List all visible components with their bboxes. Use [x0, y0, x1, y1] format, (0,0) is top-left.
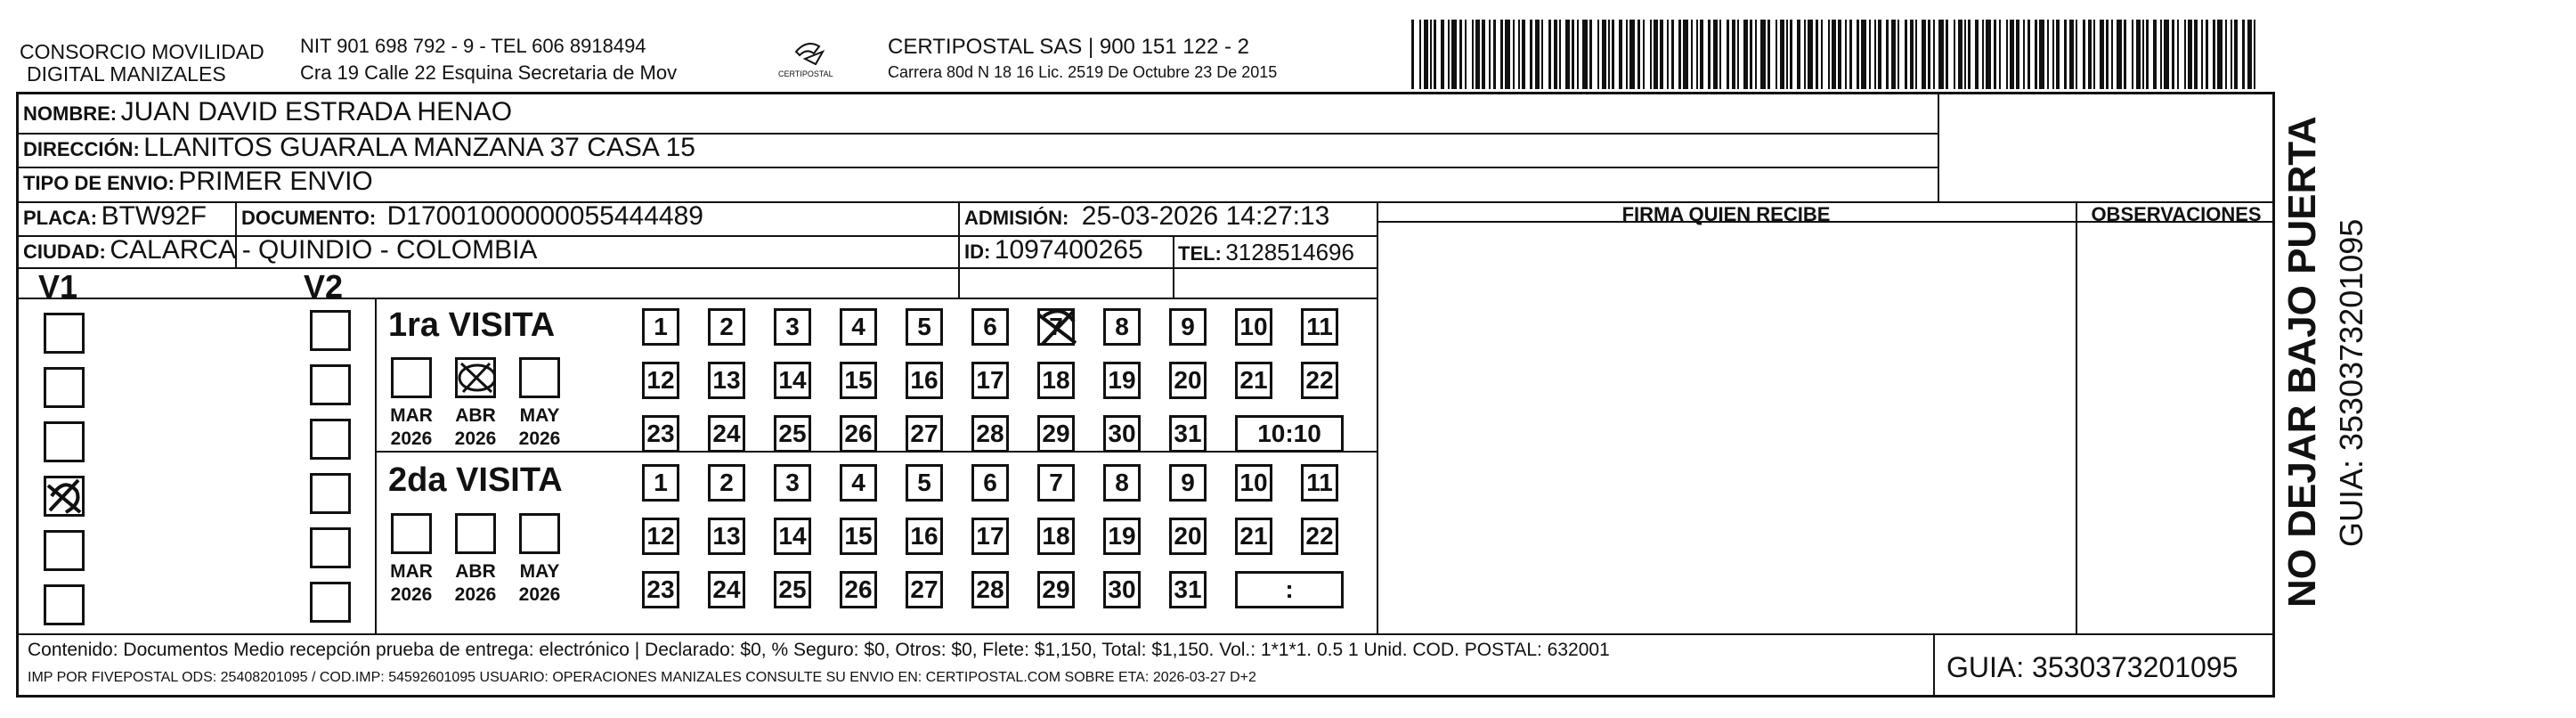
barcode-bar [2111, 20, 2113, 89]
barcode-bar [2177, 20, 2179, 89]
barcode-bar [1999, 20, 2001, 89]
status-v1-checkbox [44, 476, 85, 517]
second-visit-day-box: 27 [906, 571, 943, 608]
month-name: ABR [455, 405, 496, 426]
barcode-bar [1994, 20, 1996, 89]
barcode-bar [2206, 20, 2208, 89]
barcode-bar [2027, 20, 2030, 89]
placa-value: BTW92F [101, 201, 207, 231]
barcode-bar [1719, 20, 1721, 89]
second-visit-day-box: 1 [642, 464, 679, 502]
barcode-bar [2076, 20, 2077, 89]
first-visit-day-box: 3 [774, 308, 811, 346]
id-cell [964, 235, 1143, 265]
second-visit-day-box: 6 [971, 464, 1009, 502]
first-visit-day-box: 20 [1169, 362, 1207, 399]
barcode-bar [1472, 20, 1474, 89]
barcode-bar [2016, 20, 2019, 89]
ciudad-value: CALARCA - QUINDIO - COLOMBIA [110, 235, 538, 265]
barcode-bar [1493, 20, 1496, 89]
barcode-bar [2106, 20, 2109, 89]
barcode-bar [1565, 20, 1570, 89]
second-visit-month-label [380, 560, 443, 608]
barcode-bar [1982, 20, 1984, 89]
barcode-bar [1548, 20, 1551, 89]
first-visit-day-box: 23 [642, 415, 679, 453]
first-visit-month-label [508, 404, 571, 452]
barcode-bar [1928, 20, 1930, 89]
barcode-bar [2023, 20, 2025, 89]
barcode-bar [1968, 20, 1971, 89]
tipo-value: PRIMER ENVIO [178, 167, 373, 196]
barcode-bar [1915, 20, 1917, 89]
barcode-bar [1869, 20, 1871, 89]
barcode-bar [1589, 20, 1592, 89]
month-name: MAR [390, 405, 433, 426]
second-visit-day-box: 16 [906, 518, 943, 555]
barcode-bar [2100, 20, 2104, 89]
delivery-form [16, 92, 2275, 698]
company-name [20, 41, 264, 86]
first-visit-day-box: 31 [1169, 415, 1207, 453]
tel-cell [1178, 239, 1354, 266]
first-visit-day-box: 21 [1235, 362, 1272, 399]
ciudad-cell [23, 235, 537, 265]
first-visit-month-label [444, 404, 507, 452]
documento-label: DOCUMENTO: [241, 207, 377, 229]
barcode-bar [1727, 20, 1729, 89]
barcode-bar [1513, 20, 1515, 89]
ciudad-label: CIUDAD: [23, 241, 106, 263]
barcode-bar [1637, 20, 1640, 89]
barcode-bar [2234, 20, 2238, 89]
barcode-bar [2247, 20, 2252, 89]
barcode-bar [1938, 20, 1944, 89]
first-visit-day-box: 2 [708, 308, 745, 346]
second-visit-day-box: 29 [1037, 571, 1075, 608]
barcode-bar [2194, 20, 2198, 89]
imp-text: IMP POR FIVEPOSTAL ODS: 25408201095 / COD.IMP: 54592601095 USUARIO: OPERACIONES MANIZALES CONSULTE SU ENVIO EN: CERTIPOSTAL.COM SOBRE ETA: 2026-03-27 D+2 [28, 670, 1256, 685]
company-line-1: CONSORCIO MOVILIDAD [20, 40, 264, 63]
barcode-bar [1786, 20, 1788, 89]
barcode-bar [1737, 20, 1739, 89]
barcode-bar [1767, 20, 1770, 89]
status-v2-checkbox [310, 364, 351, 405]
contenido-text: Contenido: Documentos Medio recepción prueba de entrega: electrónico | Declarado: $0, % Seguro: $0, Otros: $0, Flete: $1,150, Total: $1,150. Vol.: 1*1*1. 0.5 1 Unid. COD. POSTAL: 632001 [28, 640, 1610, 660]
first-visit-day-box: 28 [971, 415, 1009, 453]
first-visit-day-box: 25 [774, 415, 811, 453]
barcode-bar [1626, 20, 1628, 89]
barcode-bar [1411, 20, 1414, 89]
barcode-bar [1441, 20, 1444, 89]
barcode-bar [1424, 20, 1428, 89]
month-year: 2026 [454, 428, 497, 450]
first-visit-day-box: 16 [906, 362, 943, 399]
barcode-bar [1790, 20, 1792, 89]
admision-value: 25-03-2026 14:27:13 [1081, 201, 1330, 231]
barcode-bar [1489, 20, 1491, 89]
barcode-bar [2039, 20, 2044, 89]
barcode-bar [1683, 20, 1688, 89]
first-visit-day-box [1037, 308, 1075, 346]
barcode-bar [1559, 20, 1561, 89]
barcode-bar [1874, 20, 1876, 89]
status-v2-checkbox [310, 527, 351, 568]
second-visit-day-box: 7 [1037, 464, 1075, 502]
first-visit-time-box: 10:10 [1235, 415, 1344, 453]
first-visit-day-box: 14 [774, 362, 811, 399]
month-year: 2026 [390, 428, 433, 450]
second-visit-time-box: : [1235, 571, 1344, 608]
first-visit-day-box: 12 [642, 362, 679, 399]
tipo-row [23, 167, 373, 197]
barcode-bar [1554, 20, 1557, 89]
barcode-bar [1776, 20, 1777, 89]
second-visit-day-box: 20 [1169, 518, 1207, 555]
tipo-label: TIPO DE ENVIO: [23, 172, 175, 194]
barcode-bar [1886, 20, 1889, 89]
month-year: 2026 [390, 584, 433, 606]
second-visit-day-box: 22 [1301, 518, 1338, 555]
barcode-bar [1861, 20, 1866, 89]
barcode-bar [1750, 20, 1752, 89]
side-guia: GUIA: 3530373201095 [2333, 218, 2369, 547]
first-visit-day-box: 17 [971, 362, 1009, 399]
barcode-bar [1451, 20, 1457, 89]
barcode-bar [1691, 20, 1693, 89]
barcode-bar [1828, 20, 1830, 89]
barcode-bar [2160, 20, 2162, 89]
first-visit-day-box: 15 [840, 362, 877, 399]
second-visit-title: 2da VISITA [388, 461, 563, 499]
barcode-bar [1760, 20, 1766, 89]
first-visit-day-box: 10 [1235, 308, 1272, 346]
tel-value: 3128514696 [1225, 239, 1354, 265]
barcode-bar [1448, 20, 1450, 89]
barcode-bar [1946, 20, 1948, 89]
barcode-bar [1897, 20, 1899, 89]
barcode-bar [1878, 20, 1881, 89]
barcode [1411, 0, 2266, 89]
status-v2-checkbox [310, 310, 351, 351]
first-visit-day-box: 8 [1103, 308, 1141, 346]
barcode-bar [1891, 20, 1896, 89]
documento-value: D17001000000055444489 [386, 201, 703, 231]
courier-line-1: CERTIPOSTAL SAS | 900 151 122 - 2 [888, 35, 1249, 59]
nombre-label: NOMBRE: [23, 102, 118, 125]
month-year: 2026 [518, 428, 561, 450]
barcode-bar [1667, 20, 1669, 89]
barcode-bar [2010, 20, 2014, 89]
nombre-row [23, 97, 512, 127]
first-visit-day-box: 19 [1103, 362, 1141, 399]
admision-cell [964, 201, 1329, 232]
second-visit-day-box: 5 [906, 464, 943, 502]
barcode-bar [1582, 20, 1588, 89]
admision-label: ADMISIÓN: [964, 207, 1069, 229]
second-visit-day-box: 10 [1235, 464, 1272, 502]
day-number: 7 [1049, 313, 1063, 340]
first-visit-day-box: 1 [642, 308, 679, 346]
status-v1-checkbox [44, 530, 85, 571]
barcode-bar [2217, 20, 2223, 89]
documento-cell [241, 201, 703, 232]
barcode-bar [2242, 20, 2245, 89]
first-visit-day-box: 30 [1103, 415, 1141, 453]
nit-line: NIT 901 698 792 - 9 - TEL 606 8918494 [300, 35, 646, 57]
barcode-bar [2006, 20, 2008, 89]
second-visit-day-box: 30 [1103, 571, 1141, 608]
barcode-bar [2142, 20, 2144, 89]
second-visit-day-box: 31 [1169, 571, 1207, 608]
barcode-bar [1608, 20, 1610, 89]
barcode-bar [1530, 20, 1532, 89]
id-label: ID: [964, 241, 991, 263]
second-visit-day-box: 21 [1235, 518, 1272, 555]
first-visit-day-box: 9 [1169, 308, 1207, 346]
barcode-bar [2201, 20, 2203, 89]
barcode-bar [1475, 20, 1480, 89]
barcode-bar [2093, 20, 2095, 89]
certipostal-logo [771, 36, 851, 82]
status-v2-checkbox [310, 419, 351, 460]
barcode-bar [2164, 20, 2169, 89]
barcode-bar [1922, 20, 1926, 89]
second-visit-day-box: 19 [1103, 518, 1141, 555]
first-visit-day-box: 6 [971, 308, 1009, 346]
second-visit-day-box: 2 [708, 464, 745, 502]
barcode-bar [1671, 20, 1674, 89]
first-visit-day-box: 11 [1301, 308, 1338, 346]
barcode-bar [1700, 20, 1703, 89]
barcode-bar [1816, 20, 1818, 89]
barcode-bar [1535, 20, 1540, 89]
id-value: 1097400265 [994, 235, 1143, 265]
barcode-bar [1849, 20, 1852, 89]
circled-x-icon [458, 360, 495, 397]
second-visit-month-label [444, 560, 507, 608]
first-visit-day-box: 22 [1301, 362, 1338, 399]
barcode-bar [1505, 20, 1510, 89]
barcode-bar [1643, 20, 1645, 89]
barcode-bar [2231, 20, 2232, 89]
barcode-bar [2083, 20, 2085, 89]
month-name: MAR [390, 561, 433, 582]
courier-info [888, 36, 1277, 82]
tel-label: TEL: [1178, 242, 1222, 265]
barcode-bar [1602, 20, 1606, 89]
second-visit-day-box: 26 [840, 571, 877, 608]
second-visit-day-box: 15 [840, 518, 877, 555]
barcode-bar [1838, 20, 1841, 89]
barcode-bar [2172, 20, 2174, 89]
second-visit-day-box: 4 [840, 464, 877, 502]
courier-line-2: Carrera 80d N 18 16 Lic. 2519 De Octubre 23 De 2015 [888, 63, 1278, 82]
barcode-bar [1541, 20, 1543, 89]
barcode-bar [1797, 20, 1800, 89]
barcode-bar [1743, 20, 1748, 89]
barcode-bar [1660, 20, 1663, 89]
first-visit-title: 1ra VISITA [388, 306, 556, 344]
second-visit-day-box: 13 [708, 518, 745, 555]
barcode-bar [1986, 20, 1991, 89]
barcode-bar [1678, 20, 1681, 89]
second-visit-month-checkbox [519, 513, 560, 554]
address-line: Cra 19 Calle 22 Esquina Secretaria de Mov [300, 61, 678, 85]
barcode-bar [1975, 20, 1979, 89]
month-name: MAY [519, 405, 560, 426]
month-year: 2026 [454, 584, 497, 606]
barcode-bar [1933, 20, 1935, 89]
barcode-bar [2213, 20, 2215, 89]
barcode-bar [2136, 20, 2141, 89]
first-visit-day-box: 29 [1037, 415, 1075, 453]
status-v1-checkbox [44, 421, 85, 462]
first-visit-day-box: 27 [906, 415, 943, 453]
firma-label: FIRMA QUIEN RECIBE [1621, 203, 1831, 225]
barcode-bar [2035, 20, 2037, 89]
v2-label: V2 [304, 268, 344, 305]
barcode-bar [2064, 20, 2067, 89]
month-year: 2026 [518, 584, 561, 606]
second-visit-month-checkbox [391, 513, 432, 554]
second-visit-day-box: 25 [774, 571, 811, 608]
status-v1-checkbox [44, 367, 85, 408]
logo-text: CERTIPOSTAL [778, 69, 833, 78]
first-visit-month-label [380, 404, 443, 452]
barcode-bar [1419, 20, 1421, 89]
second-visit-day-box: 17 [971, 518, 1009, 555]
barcode-bar [1650, 20, 1652, 89]
company-info [300, 36, 677, 84]
month-name: MAY [519, 561, 560, 582]
barcode-bar [1612, 20, 1614, 89]
first-visit-day-box: 13 [708, 362, 745, 399]
second-visit-day-box: 23 [642, 571, 679, 608]
barcode-bar [1755, 20, 1757, 89]
barcode-bar [1910, 20, 1914, 89]
second-visit-day-box: 12 [642, 518, 679, 555]
barcode-bar [1713, 20, 1718, 89]
barcode-bar [2069, 20, 2074, 89]
guia-footer: GUIA: 3530373201095 [1946, 651, 2239, 683]
barcode-bar [1434, 20, 1436, 89]
first-visit-day-box: 5 [906, 308, 943, 346]
barcode-bar [1708, 20, 1711, 89]
first-visit-month-checkbox [519, 357, 560, 398]
barcode-bar [1857, 20, 1859, 89]
second-visit-month-label [508, 560, 571, 608]
barcode-bar [2225, 20, 2227, 89]
barcode-bar [1465, 20, 1467, 89]
barcode-bar [2124, 20, 2126, 89]
second-visit-day-box: 28 [971, 571, 1009, 608]
second-visit-day-box: 18 [1037, 518, 1075, 555]
barcode-bar [1619, 20, 1622, 89]
v1-label: V1 [38, 268, 78, 305]
barcode-bar [1905, 20, 1907, 89]
barcode-bar [1459, 20, 1462, 89]
direccion-value: LLANITOS GUARALA MANZANA 37 CASA 15 [143, 133, 695, 162]
barcode-bar [1804, 20, 1806, 89]
barcode-bar [1732, 20, 1735, 89]
status-v1-checkbox [44, 584, 85, 625]
barcode-bar [2047, 20, 2049, 89]
barcode-bar [2052, 20, 2054, 89]
observaciones-label: OBSERVACIONES [2091, 203, 2262, 225]
direccion-label: DIRECCIÓN: [23, 138, 140, 160]
barcode-bar [1845, 20, 1847, 89]
x-mark-icon [46, 478, 84, 516]
barcode-bar [2153, 20, 2157, 89]
barcode-bar [2132, 20, 2133, 89]
second-visit-day-box: 3 [774, 464, 811, 502]
second-visit-day-box: 9 [1169, 464, 1207, 502]
nombre-value: JUAN DAVID ESTRADA HENAO [120, 97, 513, 126]
barcode-bar [1821, 20, 1823, 89]
barcode-bar [2188, 20, 2192, 89]
barcode-bar [2184, 20, 2186, 89]
placa-label: PLACA: [23, 207, 98, 229]
barcode-bar [1780, 20, 1784, 89]
second-visit-day-box: 8 [1103, 464, 1141, 502]
second-visit-day-box: 24 [708, 571, 745, 608]
barcode-bar [1808, 20, 1813, 89]
direccion-row [23, 133, 695, 163]
status-v2-checkbox [310, 582, 351, 623]
barcode-bar [1518, 20, 1520, 89]
second-visit-month-checkbox [455, 513, 496, 554]
first-visit-month-checkbox [455, 357, 496, 398]
barcode-bar [2088, 20, 2092, 89]
barcode-bar [1500, 20, 1503, 89]
barcode-bar [2146, 20, 2149, 89]
barcode-bar [1958, 20, 1962, 89]
barcode-bar [1629, 20, 1635, 89]
first-visit-day-box: 24 [708, 415, 745, 453]
month-name: ABR [455, 561, 496, 582]
no-dejar-notice: NO DEJAR BAJO PUERTA [2280, 116, 2324, 608]
barcode-bar [2056, 20, 2060, 89]
status-v1-checkbox [44, 313, 85, 354]
x-mark-icon [1035, 307, 1081, 348]
barcode-bar [1482, 20, 1485, 89]
barcode-bar [1572, 20, 1574, 89]
first-visit-day-box: 26 [840, 415, 877, 453]
barcode-bar [1522, 20, 1525, 89]
placa-cell [23, 201, 207, 232]
barcode-bar [1964, 20, 1966, 89]
status-v2-checkbox [310, 473, 351, 514]
barcode-bar [1430, 20, 1432, 89]
barcode-bar [2254, 20, 2255, 89]
barcode-bar [1696, 20, 1698, 89]
barcode-bar [2117, 20, 2122, 89]
barcode-bar [1577, 20, 1579, 89]
barcode-bar [1597, 20, 1599, 89]
barcode-bar [1654, 20, 1658, 89]
first-visit-month-checkbox [391, 357, 432, 398]
barcode-bar [1832, 20, 1836, 89]
second-visit-day-box: 11 [1301, 464, 1338, 502]
first-visit-day-box: 4 [840, 308, 877, 346]
second-visit-day-box: 14 [774, 518, 811, 555]
first-visit-day-box: 18 [1037, 362, 1075, 399]
company-line-2: DIGITAL MANIZALES [27, 62, 226, 86]
barcode-bar [1954, 20, 1955, 89]
